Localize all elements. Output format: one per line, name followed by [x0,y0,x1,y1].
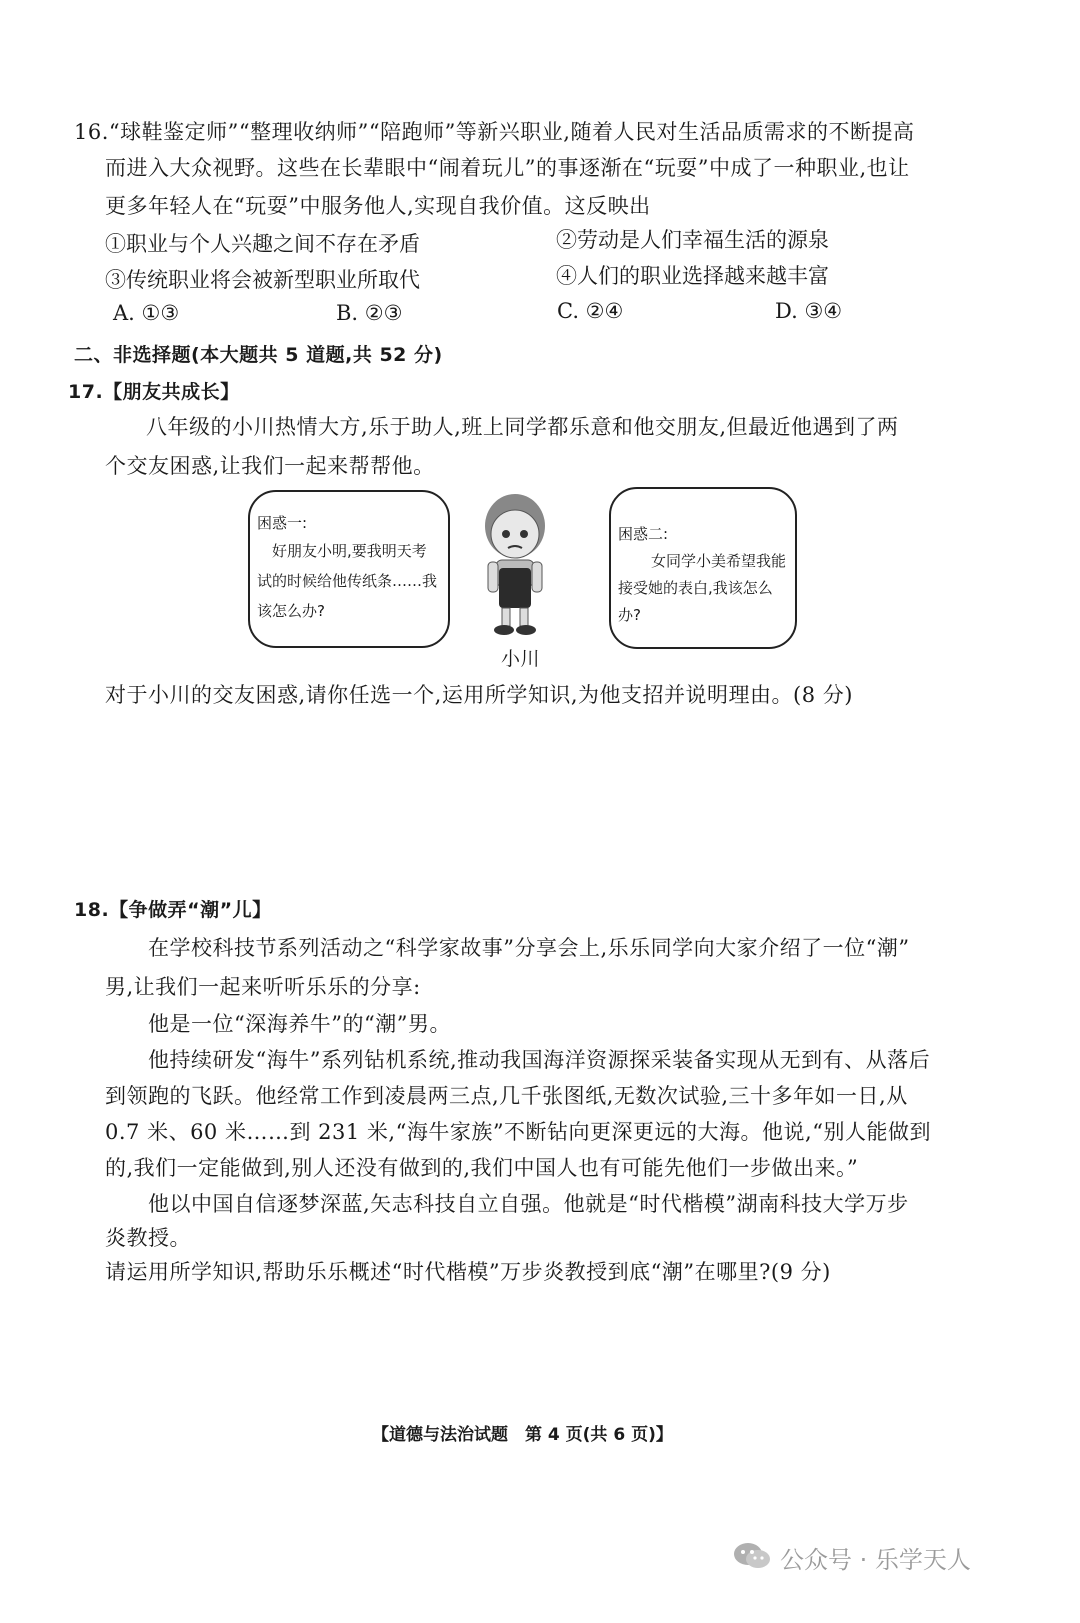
q16-choice-a: A. ①③ [113,301,180,325]
q18-line-6: 0.7 米、60 米……到 231 米,“海牛家族”不断钻向更深更远的大海。他说,“别人能做到 [105,1120,931,1144]
bubble-2-line-2: 接受她的表白,我该怎么 [618,579,773,597]
wechat-icon [732,1540,772,1572]
watermark-text: 公众号 · 乐学天人 [780,1546,971,1574]
q16-line-3: 更多年轻人在“玩耍”中服务他人,实现自我价值。这反映出 [105,194,651,218]
q18-line-9: 炎教授。 [105,1226,191,1250]
q16-choice-c: C. ②④ [557,299,624,323]
q17-intro-1: 八年级的小川热情大方,乐于助人,班上同学都乐意和他交朋友,但最近他遇到了两 [146,415,899,439]
bubble-1-line-2: 试的时候给他传纸条……我 [257,572,438,590]
q16-choice-d: D. ③④ [775,299,843,323]
q18-line-5: 到领跑的飞跃。他经常工作到凌晨两三点,几千张图纸,无数次试验,三十多年如一日,从 [105,1084,908,1108]
q16-choice-b: B. ②③ [336,301,403,325]
q16-line-2: 而进入大众视野。这些在长辈眼中“闹着玩儿”的事逐渐在“玩耍”中成了一种职业,也让 [105,156,910,180]
q18-title: 18.【争做弄“潮”儿】 [74,899,272,921]
q16-statement-2: ②劳动是人们幸福生活的源泉 [556,228,829,252]
q18-question: 请运用所学知识,帮助乐乐概述“时代楷模”万步炎教授到底“潮”在哪里?(9 分) [105,1260,831,1284]
q18-line-7: 的,我们一定能做到,别人还没有做到的,我们中国人也有可能先他们一步做出来。” [105,1156,859,1180]
page-footer: 【道德与法治试题 第 4 页(共 6 页)】 [372,1425,673,1445]
q18-line-3: 他是一位“深海养牛”的“潮”男。 [148,1012,451,1036]
section-2-title: 二、非选择题(本大题共 5 道题,共 52 分) [74,344,443,366]
q17-title: 17.【朋友共成长】 [68,381,240,403]
q18-line-2: 男,让我们一起来听听乐乐的分享: [105,975,421,999]
speech-bubble-1 [248,490,450,648]
bubble-1-heading: 困惑一: [257,514,308,532]
bubble-1-line-3: 该怎么办? [257,602,325,620]
speech-bubble-2 [609,487,797,649]
bubble-1-line-1: 好朋友小明,要我明天考 [272,542,427,560]
boy-figure [470,490,560,640]
bubble-2-line-1: 女同学小美希望我能 [651,552,787,570]
q18-line-8: 他以中国自信逐梦深蓝,矢志科技自立自强。他就是“时代楷模”湖南科技大学万步 [148,1192,909,1216]
q18-line-1: 在学校科技节系列活动之“科学家故事”分享会上,乐乐同学向大家介绍了一位“潮” [148,936,910,960]
q18-line-4: 他持续研发“海牛”系列钻机系统,推动我国海洋资源探采装备实现从无到有、从落后 [148,1048,931,1072]
bubble-2-heading: 困惑二: [618,525,669,543]
figure-caption: 小川 [501,648,541,670]
q16-statement-3: ③传统职业将会被新型职业所取代 [105,268,420,292]
q16-line-1: 16.“球鞋鉴定师”“整理收纳师”“陪跑师”等新兴职业,随着人民对生活品质需求的不断提高 [74,120,915,144]
q16-statement-1: ①职业与个人兴趣之间不存在矛盾 [105,232,420,256]
q16-statement-4: ④人们的职业选择越来越丰富 [556,264,829,288]
bubble-2-line-3: 办? [618,606,641,624]
q17-question: 对于小川的交友困惑,请你任选一个,运用所学知识,为他支招并说明理由。(8 分) [105,683,853,707]
q17-intro-2: 个交友困惑,让我们一起来帮帮他。 [105,454,435,478]
